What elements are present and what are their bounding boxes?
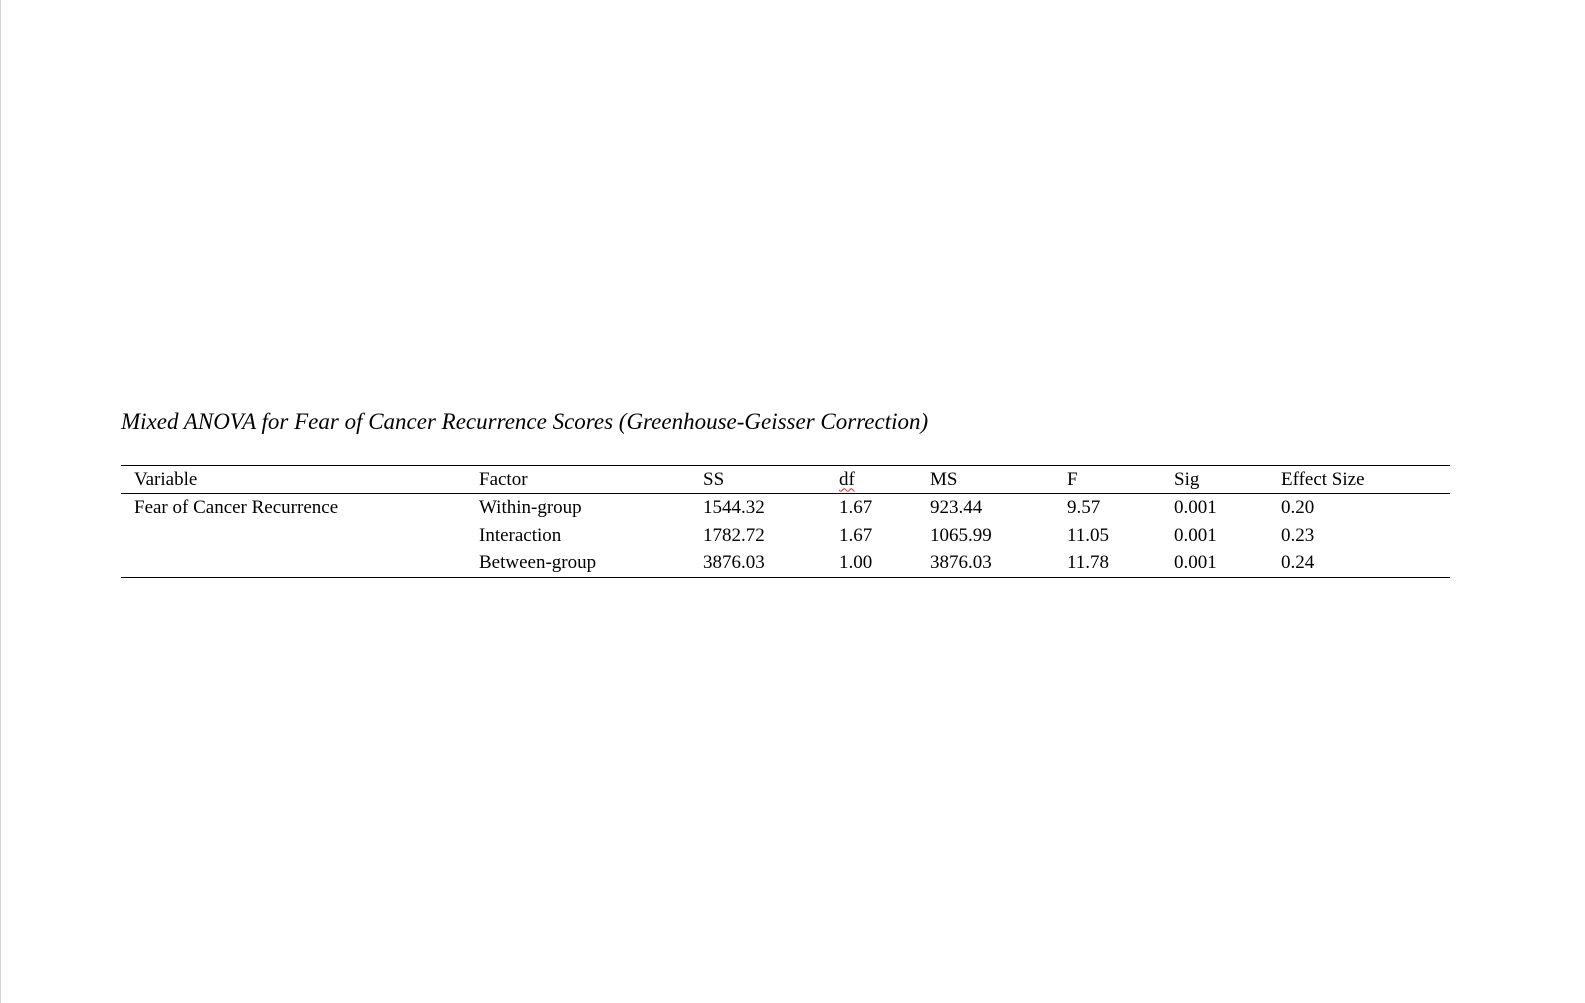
cell-ms: 3876.03	[930, 550, 1067, 578]
cell-ms: 923.44	[930, 496, 983, 518]
cell-variable: Fear of Cancer Recurrence	[134, 496, 339, 518]
cell-sig: 0.001	[1174, 496, 1217, 518]
page-left-edge	[0, 0, 1, 1003]
cell-factor: Interaction	[479, 524, 562, 546]
cell-f: 11.78	[1067, 550, 1174, 578]
cell-sig: 0.001	[1174, 550, 1281, 578]
cell-sig: 0.001	[1174, 524, 1217, 546]
table-row	[121, 494, 1450, 522]
header-ms: MS	[930, 466, 1067, 494]
cell-ss: 1544.32	[703, 496, 765, 518]
cell-effect-size: 0.20	[1281, 496, 1315, 518]
header-df-text: df	[839, 468, 855, 490]
header-sig: Sig	[1174, 466, 1281, 494]
header-effect-size: Effect Size	[1281, 466, 1450, 494]
cell-effect-size: 0.24	[1281, 550, 1450, 578]
cell-f: 11.05	[1067, 524, 1110, 546]
table-row	[121, 522, 1450, 550]
table-caption: Mixed ANOVA for Fear of Cancer Recurrence Scores (Greenhouse-Geisser Correction)	[121, 409, 929, 434]
header-factor: Factor	[479, 466, 703, 494]
cell-df: 1.00	[839, 550, 930, 578]
cell-factor: Within-group	[479, 496, 582, 518]
header-ss: SS	[703, 466, 839, 494]
cell-effect-size: 0.23	[1281, 524, 1315, 546]
cell-variable	[121, 522, 479, 550]
cell-variable	[121, 550, 479, 578]
cell-df: 1.67	[839, 524, 873, 546]
cell-factor: Between-group	[479, 550, 703, 578]
cell-f: 9.57	[1067, 496, 1101, 518]
anova-table	[121, 465, 1450, 578]
header-row	[121, 466, 1450, 494]
cell-ms: 1065.99	[930, 524, 992, 546]
header-variable: Variable	[121, 466, 479, 494]
header-f: F	[1067, 466, 1174, 494]
cell-df: 1.67	[839, 496, 873, 518]
cell-ss: 1782.72	[703, 524, 765, 546]
cell-ss: 3876.03	[703, 550, 839, 578]
header-df	[839, 466, 930, 494]
table-row	[121, 550, 1450, 578]
